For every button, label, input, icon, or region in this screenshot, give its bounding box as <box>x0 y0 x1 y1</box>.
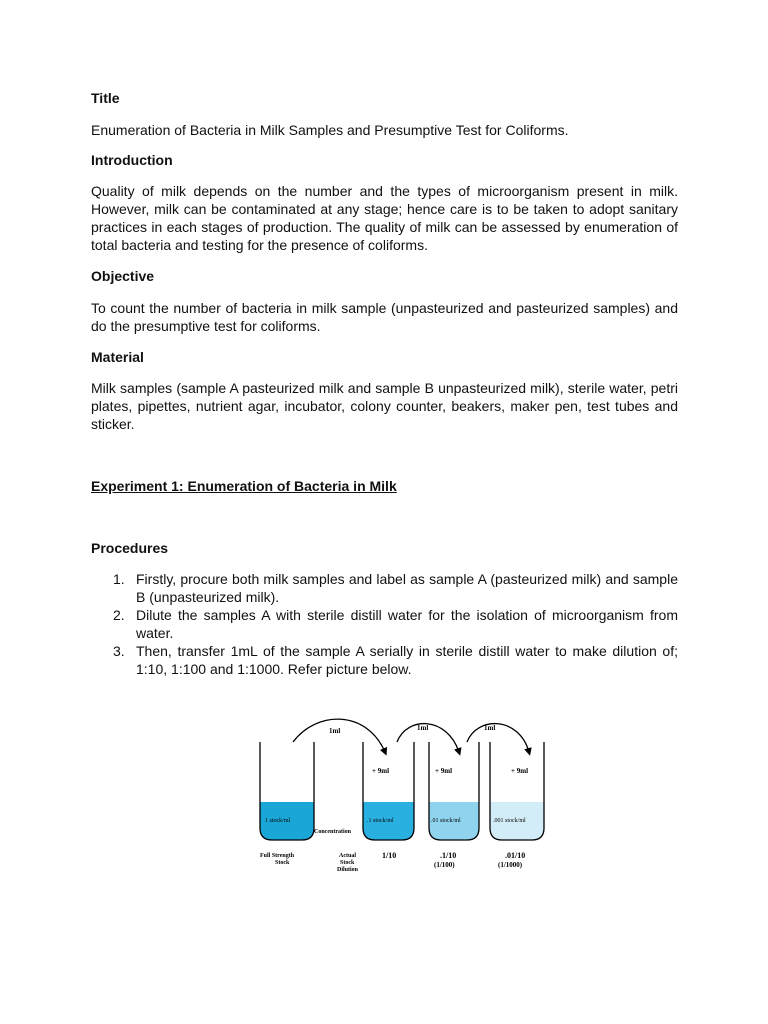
actual-dilution-label: Dilution <box>337 867 359 873</box>
test-tube <box>490 742 544 840</box>
transfer-arrow <box>467 724 529 752</box>
experiment-heading: Experiment 1: Enumeration of Bacteria in Milk <box>91 478 397 494</box>
add-label: + 9ml <box>435 767 453 775</box>
dilution-value: 1/10 <box>382 851 397 860</box>
objective-text: To count the number of bacteria in milk sample (unpasteurized and pasteurized samples) and do the presumptive test for coliforms. <box>91 300 678 334</box>
full-strength-label: Stock <box>275 860 290 866</box>
title-text: Enumeration of Bacteria in Milk Samples and Presumptive Test for Coliforms. <box>91 122 569 138</box>
material-heading: Material <box>91 349 144 365</box>
transfer-label: 1ml <box>417 724 429 732</box>
test-tube <box>429 742 479 840</box>
dilution-value: (1/100) <box>434 861 455 869</box>
actual-dilution-label: Actual <box>339 853 356 859</box>
dilution-value: .01/10 <box>505 851 526 860</box>
list-item: 2. Dilute the samples A with sterile distill water for the isolation of microorganism from water. <box>113 607 678 641</box>
actual-dilution-label: Stock <box>340 860 355 866</box>
title-heading: Title <box>91 90 120 106</box>
procedure-list <box>91 570 678 678</box>
transfer-label: 1ml <box>484 724 496 732</box>
add-label: + 9ml <box>511 767 529 775</box>
test-tube <box>363 742 414 840</box>
dilution-value: .1/10 <box>440 851 457 860</box>
dilution-value: (1/1000) <box>498 861 523 869</box>
material-text: Milk samples (sample A pasteurized milk and sample B unpasteurized milk), sterile water, petri plates, pipettes, nutrient agar, incubator, colony counter, beakers, maker pen, test tubes and sticker. <box>91 380 678 432</box>
procedures-heading: Procedures <box>91 540 169 556</box>
list-item: 1. Firstly, procure both milk samples and label as sample A (pasteurized milk) and sample B (unpasteurized milk). <box>113 571 678 605</box>
tube-label: .01 stock/ml <box>431 818 461 824</box>
serial-dilution-figure <box>257 712 552 877</box>
test-tube <box>260 742 314 840</box>
concentration-label: Concentration <box>314 829 351 835</box>
introduction-text: Quality of milk depends on the number and the types of microorganism present in milk. However, milk can be contaminated at any stage; hence care is to be taken to adopt sanitary practices in each stages of production. The quality of milk can be assessed by enumeration of total bacteria and testing for the presence of coliforms. <box>91 183 678 253</box>
tube-label: .001 stock/ml <box>493 818 526 824</box>
objective-heading: Objective <box>91 268 155 284</box>
transfer-label: 1ml <box>329 727 341 735</box>
tube-label: .1 stock/ml <box>367 818 394 824</box>
list-item: 3. Then, transfer 1mL of the sample A serially in sterile distill water to make dilution of; 1:10, 1:100 and 1:1000. Refer picture below. <box>113 643 678 677</box>
tube-label: 1 stock/ml <box>265 818 291 824</box>
introduction-heading: Introduction <box>91 152 173 168</box>
full-strength-label: Full Strength <box>260 853 295 859</box>
transfer-arrow <box>293 719 385 752</box>
add-label: + 9ml <box>372 767 390 775</box>
